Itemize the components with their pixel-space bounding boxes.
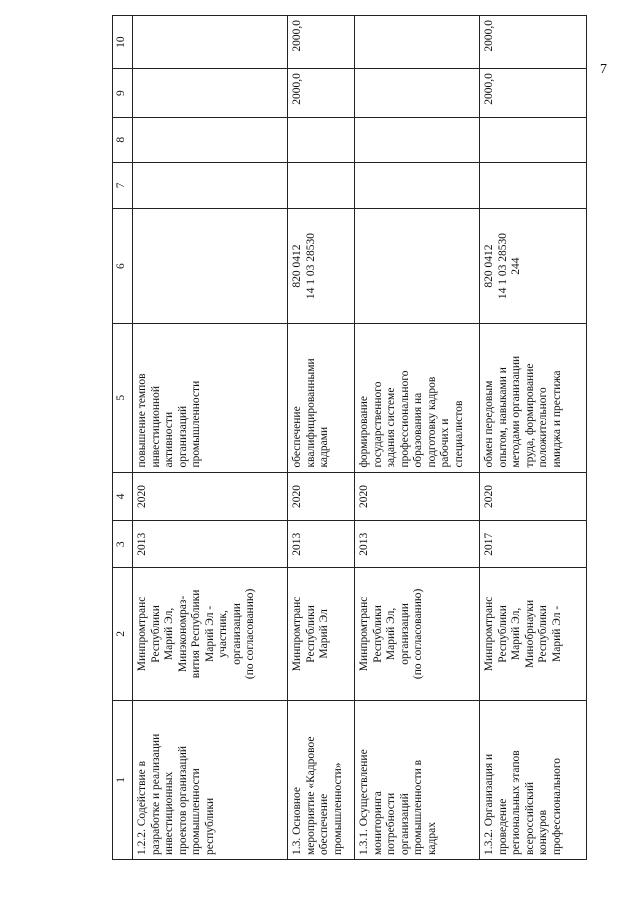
table-cell-c1 xyxy=(480,700,587,859)
header-row xyxy=(113,16,133,860)
program-table xyxy=(112,15,587,860)
table-cell-c10: 2000,0 xyxy=(480,16,587,69)
cell-line: 820 0412 xyxy=(483,244,495,288)
table-cell-c5 xyxy=(133,323,288,472)
cell-line: обмен передовым xyxy=(483,380,495,468)
cell-line: Марий Эл, xyxy=(385,607,397,661)
table-cell-c7 xyxy=(288,162,355,209)
cell-line: Минэкономраз- xyxy=(176,595,189,673)
table-row xyxy=(133,16,288,860)
table-cell-c2 xyxy=(133,568,288,701)
table-cell-c8 xyxy=(355,117,480,162)
table-cell-c7 xyxy=(355,162,480,209)
table-cell-c3: 2013 xyxy=(288,521,355,568)
cell-line: Минпромтранс xyxy=(136,596,148,672)
cell-line: государственного xyxy=(371,381,384,468)
cell-line: формирование xyxy=(358,396,370,468)
column-header: 6 xyxy=(113,209,133,324)
cell-line: мониторинга xyxy=(371,791,384,855)
table-cell-c7 xyxy=(133,162,288,209)
cell-line: активности xyxy=(163,411,175,468)
table-cell-c6 xyxy=(355,209,480,324)
cell-line: региональных этапов xyxy=(510,750,522,855)
cell-line: квалифицированными xyxy=(304,358,317,468)
cell-line: Республики xyxy=(149,605,162,663)
cell-line: Республики xyxy=(371,605,384,663)
cell-line: обеспечение xyxy=(291,406,303,468)
table-cell-c3: 2013 xyxy=(355,521,480,568)
table-cell-c6 xyxy=(288,209,355,324)
cell-line: Марий Эл, xyxy=(510,607,522,661)
table-cell-c2 xyxy=(288,568,355,701)
column-header: 10 xyxy=(113,16,133,69)
column-header: 1 xyxy=(113,700,133,859)
table-row xyxy=(480,16,587,860)
table-cell-c5 xyxy=(355,323,480,472)
table-cell-c7 xyxy=(480,162,587,209)
cell-line: мероприятие «Кадровое xyxy=(304,736,317,855)
table-row xyxy=(288,16,355,860)
cell-line: положительного xyxy=(537,387,549,468)
cell-line: образования на xyxy=(412,392,424,468)
cell-line: Марий Эл xyxy=(318,609,330,659)
table-cell-c9: 2000,0 xyxy=(288,69,355,118)
cell-line: задания системе xyxy=(385,387,397,468)
table-cell-c3: 2013 xyxy=(133,521,288,568)
table-cell-c9: 2000,0 xyxy=(480,69,587,118)
table-cell-c8 xyxy=(288,117,355,162)
table-cell-c10: 2000,0 xyxy=(288,16,355,69)
cell-line: обеспечение xyxy=(318,793,330,855)
cell-line: специалистов xyxy=(452,400,465,468)
column-header: 3 xyxy=(113,521,133,568)
table-cell-c1 xyxy=(355,700,480,859)
cell-line: кадрах xyxy=(425,822,438,855)
cell-line: организации xyxy=(230,603,243,665)
cell-line: рабочих и xyxy=(439,418,451,468)
table-cell-c6 xyxy=(480,209,587,324)
cell-line: республики xyxy=(203,797,216,855)
table-cell-c5 xyxy=(480,323,587,472)
table-cell-c1 xyxy=(133,700,288,859)
cell-line: организаций xyxy=(176,405,189,468)
cell-line: профессионального xyxy=(550,757,563,855)
table-cell-c1 xyxy=(288,700,355,859)
cell-line: 14 1 03 28530 xyxy=(304,233,317,300)
table-cell-c2 xyxy=(480,568,587,701)
cell-line: организаций xyxy=(398,793,411,855)
cell-line: профессионального xyxy=(398,370,411,468)
cell-line: (по согласованию) xyxy=(412,588,424,680)
cell-line: всероссийский xyxy=(523,781,536,855)
cell-line: промышленности xyxy=(190,768,202,855)
cell-line: Минобрнауки xyxy=(523,599,536,668)
table-cell-c4: 2020 xyxy=(355,472,480,521)
table-cell-c8 xyxy=(133,117,288,162)
cell-line: Минпромтранс xyxy=(483,596,495,672)
cell-line: 1.3.2. Организация и xyxy=(483,753,495,855)
cell-line: разработке и реализации xyxy=(149,733,162,855)
cell-line: (по согласованию) xyxy=(244,588,256,680)
cell-line: Марий Эл - xyxy=(203,605,216,662)
cell-line: инвестиционных xyxy=(163,771,175,855)
table-cell-c10 xyxy=(355,16,480,69)
cell-line: 1.3. Основное xyxy=(291,786,303,855)
cell-line: 14 1 03 28530 xyxy=(496,233,509,300)
cell-line: Минпромтранс xyxy=(358,596,370,672)
table-cell-c10 xyxy=(133,16,288,69)
table-cell-c5 xyxy=(288,323,355,472)
cell-line: 820 0412 xyxy=(291,244,303,288)
cell-line: Республики xyxy=(537,605,549,663)
cell-line: 1.3.1. Осуществление xyxy=(358,749,370,855)
column-header: 5 xyxy=(113,323,133,472)
table-cell-c4: 2020 xyxy=(133,472,288,521)
cell-line: участник, xyxy=(217,610,229,658)
table-cell-c8 xyxy=(480,117,587,162)
cell-line: методами организации xyxy=(510,355,522,468)
cell-line: промышленности xyxy=(190,380,202,468)
cell-line: организации xyxy=(398,603,411,665)
cell-line: 1.2.2. Содействие в xyxy=(136,760,148,855)
cell-line: имиджа и престижа xyxy=(550,370,563,468)
cell-line: кадрами xyxy=(318,426,330,468)
table-cell-c2 xyxy=(355,568,480,701)
cell-line: опытом, навыками и xyxy=(496,367,509,468)
cell-line: инвестиционной xyxy=(149,385,162,468)
table-cell-c9 xyxy=(133,69,288,118)
table-cell-c4: 2020 xyxy=(480,472,587,521)
table-cell-c9 xyxy=(355,69,480,118)
cell-line: потребности xyxy=(385,792,397,855)
cell-line: труда, формирование xyxy=(523,363,536,468)
cell-line: Минпромтранс xyxy=(291,596,303,672)
cell-line: 244 xyxy=(510,257,522,275)
cell-line: Марий Эл - xyxy=(550,605,563,662)
page-number: 7 xyxy=(600,62,607,77)
column-header: 4 xyxy=(113,472,133,521)
column-header: 2 xyxy=(113,568,133,701)
table-body xyxy=(133,16,587,860)
cell-line: Республики xyxy=(304,605,317,663)
cell-line: промышленности» xyxy=(331,762,344,855)
cell-line: проектов организаций xyxy=(176,745,189,855)
table-cell-c6 xyxy=(133,209,288,324)
table-row xyxy=(355,16,480,860)
column-header: 8 xyxy=(113,117,133,162)
cell-line: промышленности в xyxy=(412,759,424,855)
cell-line: Республики xyxy=(496,605,509,663)
cell-line: вития Республики xyxy=(190,589,202,679)
column-header: 9 xyxy=(113,69,133,118)
table-cell-c4: 2020 xyxy=(288,472,355,521)
cell-line: подготовку кадров xyxy=(425,376,438,468)
table-cell-c3: 2017 xyxy=(480,521,587,568)
rotated-table-container xyxy=(112,15,588,860)
column-header: 7 xyxy=(113,162,133,209)
cell-line: Марий Эл, xyxy=(163,607,175,661)
cell-line: повышение темпов xyxy=(136,373,148,468)
cell-line: проведение xyxy=(496,798,509,855)
cell-line: конкуров xyxy=(537,809,549,855)
